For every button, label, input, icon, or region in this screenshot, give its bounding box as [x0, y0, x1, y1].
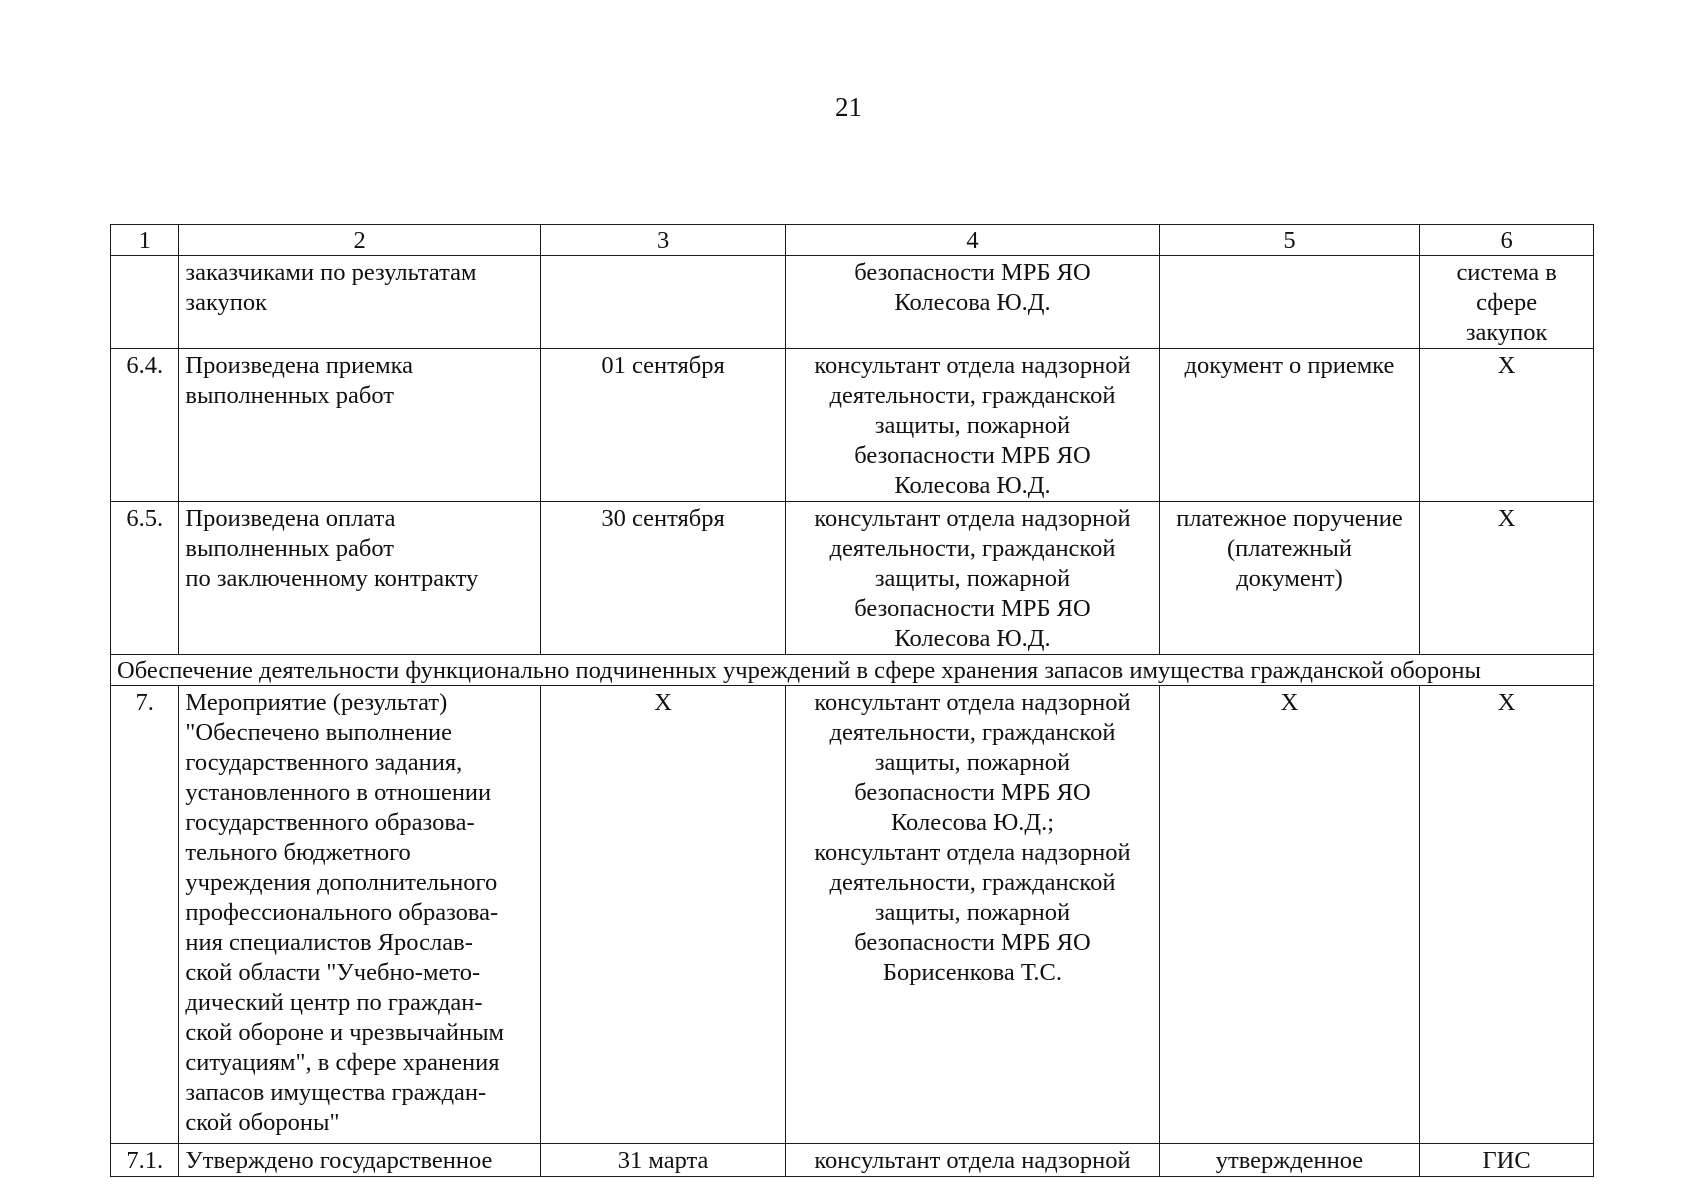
plan-table: [110, 224, 1594, 1177]
page-number: 21: [835, 92, 862, 122]
table-row: [111, 349, 1594, 502]
row-responsible: консультант отдела надзорной деятельности, гражданской защиты, пожарной безопасности МРБ ЯО Колесова Ю.Д.: [786, 349, 1159, 502]
row-document: [1159, 256, 1420, 349]
row-responsible: консультант отдела надзорной деятельности, гражданской защиты, пожарной безопасности МРБ ЯО Колесова Ю.Д.: [786, 502, 1159, 655]
row-number: 7.: [111, 686, 179, 1144]
header-col-1: 1: [111, 225, 179, 256]
header-col-4: 4: [786, 225, 1159, 256]
table-header-row: [111, 225, 1594, 256]
row-responsible: консультант отдела надзорной деятельности, гражданской защиты, пожарной безопасности МРБ ЯО Колесова Ю.Д.; консультант отдела надзорной деятельности, гражданской защиты, пожарной безопасности МРБ ЯО Борисенкова Т.С.: [786, 686, 1159, 1144]
row-name: заказчиками по результатам закупок: [179, 256, 541, 349]
header-col-6: 6: [1420, 225, 1594, 256]
row-document: документ о приемке: [1159, 349, 1420, 502]
row-date: 31 марта: [540, 1144, 785, 1177]
row-number: 7.1.: [111, 1144, 179, 1177]
section-row: [111, 655, 1594, 686]
header-col-2: 2: [179, 225, 541, 256]
table-row: [111, 1144, 1594, 1177]
row-name: Произведена приемка выполненных работ: [179, 349, 541, 502]
row-name: Утверждено государственное: [179, 1144, 541, 1177]
table-row: [111, 502, 1594, 655]
header-col-3: 3: [540, 225, 785, 256]
row-document: утвержденное: [1159, 1144, 1420, 1177]
table-row: [111, 256, 1594, 349]
row-responsible: консультант отдела надзорной: [786, 1144, 1159, 1177]
row-date: [540, 256, 785, 349]
row-document: Х: [1159, 686, 1420, 1144]
row-responsible: безопасности МРБ ЯО Колесова Ю.Д.: [786, 256, 1159, 349]
row-date: Х: [540, 686, 785, 1144]
row-name: Произведена оплата выполненных работ по заключенному контракту: [179, 502, 541, 655]
row-document: платежное поручение (платежный документ): [1159, 502, 1420, 655]
row-date: 01 сентября: [540, 349, 785, 502]
row-number: 6.4.: [111, 349, 179, 502]
row-number: [111, 256, 179, 349]
row-system: система в сфере закупок: [1420, 256, 1594, 349]
row-system: Х: [1420, 686, 1594, 1144]
row-date: 30 сентября: [540, 502, 785, 655]
section-title: Обеспечение деятельности функционально подчиненных учреждений в сфере хранения запасов имущества гражданской обороны: [111, 655, 1594, 686]
row-system: ГИС: [1420, 1144, 1594, 1177]
header-col-5: 5: [1159, 225, 1420, 256]
row-number: 6.5.: [111, 502, 179, 655]
table-row: [111, 686, 1594, 1144]
row-system: Х: [1420, 349, 1594, 502]
row-system: Х: [1420, 502, 1594, 655]
row-name: Мероприятие (результат) "Обеспечено выполнение государственного задания, установленного в отношении государственного образова- тельного бюджетного учреждения дополнительного профессионального образова- ния специалистов Ярослав- ской области "Учебно-мето- дический центр по граждан- ской обороне и чрезвычайным ситуациям", в сфере хранения запасов имущества граждан- ской обороны": [179, 686, 541, 1144]
